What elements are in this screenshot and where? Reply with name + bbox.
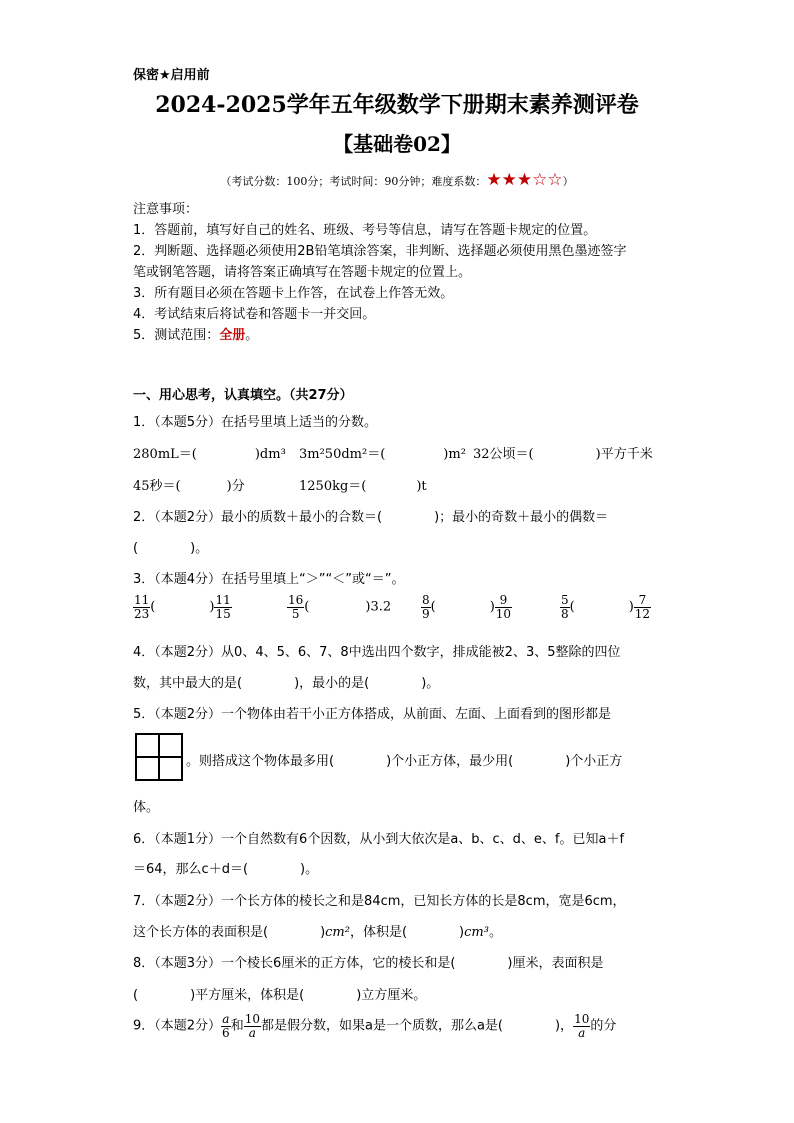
page-subtitle: 【基础卷02】 <box>333 132 461 156</box>
frac-numerator: 11 <box>215 593 231 607</box>
view-grid-icon <box>135 733 183 781</box>
note-2b: 笔或钢笔答题，请将答案正确填写在答题卡规定的位置上。 <box>133 265 472 280</box>
exam-meta <box>0 170 794 190</box>
q3-compare-3 <box>421 594 512 620</box>
q7-text-c: 。 <box>488 925 502 940</box>
frac-denominator: 15 <box>215 606 231 621</box>
frac-denominator: 9 <box>422 606 430 621</box>
paren-close: ) <box>365 599 371 615</box>
q1-a3: 32公顷＝( <box>473 447 534 462</box>
q1-a1: 280mL＝( <box>133 447 197 462</box>
frac-numerator: 11 <box>134 593 150 607</box>
question-9-line1 <box>133 1013 616 1039</box>
q9-and: 和 <box>230 1018 244 1034</box>
frac-numerator: a <box>222 1012 230 1026</box>
paren-close: ) <box>489 599 495 615</box>
q1-a2-unit: )m² <box>443 447 466 462</box>
q3-compare-1 <box>133 594 232 620</box>
exam-meta-suffix: ） <box>562 175 574 188</box>
q9-mid: 都是假分数，如果a是一个质数，那么a是( )， <box>260 1018 574 1034</box>
q1-a3-unit: )平方千米 <box>595 447 653 462</box>
frac-numerator: 8 <box>422 593 430 607</box>
exam-meta-text: （考试分数：100分；考试时间：90分钟；难度系数： <box>220 175 487 188</box>
frac-denominator: 12 <box>634 606 651 621</box>
q1-item-e <box>299 475 427 494</box>
question-5-line3: 体。 <box>133 800 160 815</box>
frac-numerator: 16 <box>288 593 304 607</box>
frac-numerator: 10 <box>244 1012 260 1026</box>
question-6-line2: ＝64，那么c＋d＝( )。 <box>133 862 319 877</box>
q7-text-a: 这个长方体的表面积是( ) <box>133 925 326 940</box>
q1-item-a <box>133 443 286 462</box>
section-heading: 一、用心思考，认真填空。（共27分） <box>133 388 353 403</box>
frac-denominator: 8 <box>561 606 569 621</box>
frac-numerator: 7 <box>634 594 651 608</box>
frac-denominator: a <box>248 1025 256 1040</box>
difficulty-stars-filled: ★★★ <box>486 170 533 190</box>
q1-item-d <box>133 475 245 494</box>
q7-text-b: ，体积是( ) <box>349 925 465 940</box>
frac-denominator: 5 <box>291 606 300 621</box>
test-scope: 全册 <box>219 328 246 343</box>
question-2-line2: ( )。 <box>133 541 209 556</box>
paren-open: ( <box>430 599 436 615</box>
page-title: 2024-2025学年五年级数学下册期末素养测评卷 <box>155 92 639 118</box>
frac-numerator: 5 <box>561 593 569 607</box>
question-7-line2 <box>133 921 502 940</box>
frac-denominator: 10 <box>495 606 512 621</box>
q1-b1-unit: )分 <box>226 479 245 494</box>
q1-b1: 45秒＝( <box>133 479 181 494</box>
frac-denominator: 23 <box>134 606 150 621</box>
notes-heading: 注意事项： <box>133 202 199 217</box>
question-6-line1: 6．（本题1分）一个自然数有6个因数，从小到大依次是a、b、c、d、e、f。已知a＋f <box>133 832 625 847</box>
paren-close: ) <box>209 599 215 615</box>
paren-open: ( <box>569 599 575 615</box>
question-5-line1: 5．（本题2分）一个物体由若干小正方体搭成，从前面、左面、上面看到的图形都是 <box>133 707 612 722</box>
note-3: 3．所有题目必须在答题卡上作答，在试卷上作答无效。 <box>133 286 454 301</box>
paren-open: ( <box>304 599 310 615</box>
question-5-line2: 。则搭成这个物体最多用( )个小正方体，最少用( )个小正方 <box>186 754 623 769</box>
paren-close: ) <box>628 599 634 615</box>
q1-a2: 3m²50dm²＝( <box>299 447 386 462</box>
q1-a1-unit: )dm³ <box>254 447 286 462</box>
note-5-suffix: 。 <box>245 328 259 343</box>
paren-open: ( <box>150 599 156 615</box>
note-5 <box>133 324 258 343</box>
q3-compare-4 <box>560 594 651 620</box>
q1-b2: 1250kg＝( <box>299 479 367 494</box>
difficulty-stars-empty: ☆☆ <box>532 170 563 190</box>
question-8-line2: ( )平方厘米，体积是( )立方厘米。 <box>133 988 427 1003</box>
confidential-label: 保密★启用前 <box>133 68 210 83</box>
question-7-line1: 7．（本题2分）一个长方体的棱长之和是84cm，已知长方体的长是8cm，宽是6cm， <box>133 894 626 909</box>
question-3-stem: 3．（本题4分）在括号里填上“＞”“＜”或“＝”。 <box>133 572 405 587</box>
frac-denominator: 6 <box>222 1025 230 1040</box>
question-4-line2: 数，其中最大的是( )，最小的是( )。 <box>133 676 440 691</box>
q7-unit-cm2: cm² <box>325 925 350 940</box>
frac-denominator: a <box>578 1025 586 1040</box>
q9-prefix: 9．（本题2分） <box>133 1018 222 1034</box>
q1-item-c <box>473 443 653 462</box>
question-1-stem: 1．（本题5分）在括号里填上适当的分数。 <box>133 415 378 430</box>
q1-item-b <box>299 443 466 462</box>
frac-numerator: 10 <box>574 1012 590 1026</box>
note-5-prefix: 5．测试范围： <box>133 328 220 343</box>
note-2a: 2．判断题、选择题必须使用2B铅笔填涂答案，非判断、选择题必须使用黑色墨迹签字 <box>133 244 627 259</box>
q9-tail: 的分 <box>590 1018 617 1034</box>
question-8-line1: 8．（本题3分）一个棱长6厘米的正方体，它的棱长和是( )厘米，表面积是 <box>133 956 604 971</box>
note-1: 1．答题前，填写好自己的姓名、班级、考号等信息，请写在答题卡规定的位置。 <box>133 223 597 238</box>
question-4-line1: 4．（本题2分）从0、4、5、6、7、8中选出四个数字，排成能被2、3、5整除的四位 <box>133 645 621 660</box>
q7-unit-cm3: cm³ <box>464 925 489 940</box>
value-3-2: 3.2 <box>370 599 392 615</box>
question-2-line1: 2．（本题2分）最小的质数＋最小的合数＝( )；最小的奇数＋最小的偶数＝ <box>133 510 609 525</box>
frac-numerator: 9 <box>495 594 512 608</box>
q3-compare-2 <box>287 594 391 620</box>
note-4: 4．考试结束后将试卷和答题卡一并交回。 <box>133 307 376 322</box>
q1-b2-unit: )t <box>416 479 427 494</box>
